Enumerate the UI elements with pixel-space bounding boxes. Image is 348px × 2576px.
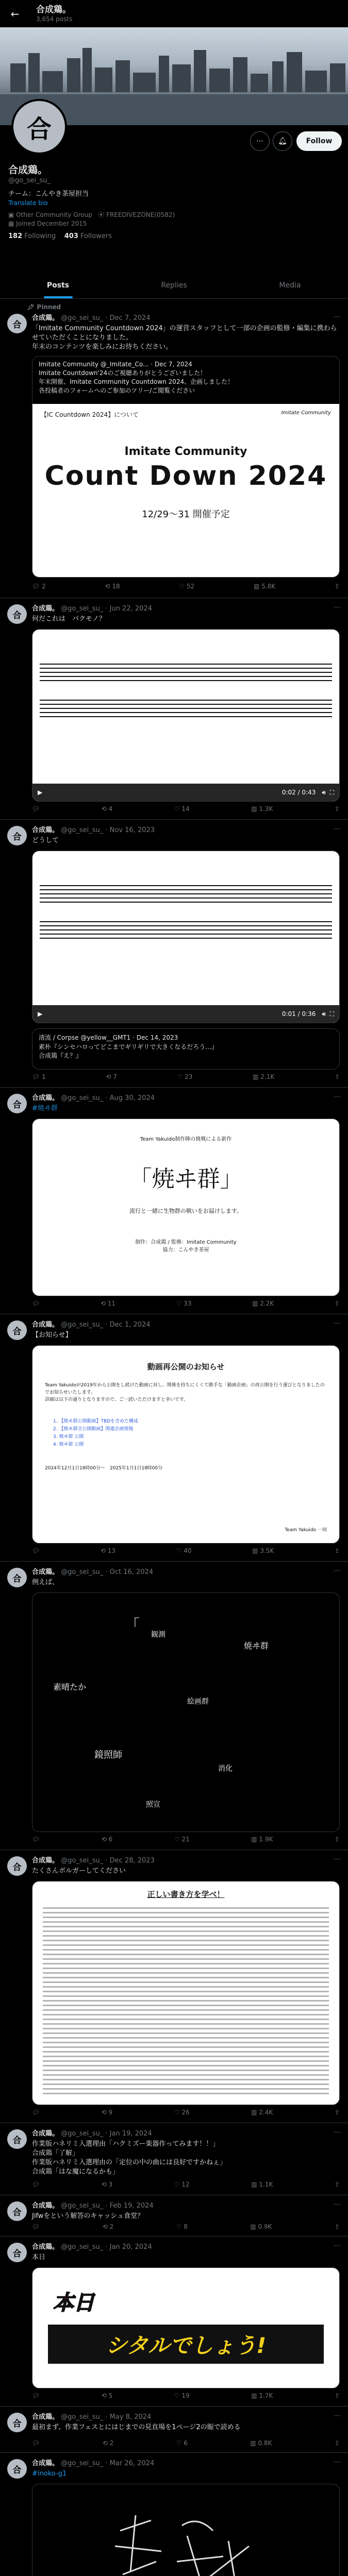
bookmark-share-icon[interactable]: ⇪	[334, 583, 340, 590]
post-actions	[32, 2223, 340, 2230]
cloud-word: 絵画群	[187, 1698, 209, 1706]
top-bar	[0, 0, 348, 27]
calendar-icon: ▦	[8, 220, 16, 227]
profile-bio: チーム：こんやき茶屋担当	[8, 190, 89, 198]
profile-joined: Joined December 2015	[16, 220, 87, 227]
post-avatar[interactable]: 合	[7, 2243, 27, 2262]
quote-header: Imitate Community @_Imitate_Co... · Dec 7, 2024	[39, 361, 192, 368]
post-actions	[32, 2181, 340, 2188]
profile-info	[8, 164, 338, 240]
views-button[interactable]: ▥ 1.1K	[251, 2181, 273, 2188]
like-button[interactable]: ♡ 26	[174, 2109, 190, 2116]
video-time: 0:02 / 0:43	[281, 789, 316, 796]
post-actions	[32, 1073, 340, 1080]
repost-button[interactable]: ⟲ 6	[101, 1836, 113, 1843]
post-item[interactable]	[0, 1088, 348, 1314]
post-avatar[interactable]: 合	[7, 314, 27, 333]
quoted-post[interactable]	[32, 1028, 340, 1070]
post-header: 合成鶏。 @go_sei_su_ · Mar 26, 2024	[32, 2460, 155, 2467]
post-more-icon[interactable]: ⋯	[334, 1093, 341, 1101]
bookmark-share-icon[interactable]: ⇪	[334, 2392, 340, 2399]
bookmark-share-icon[interactable]: ⇪	[334, 2439, 340, 2447]
post-item[interactable]	[0, 2406, 348, 2453]
views-button[interactable]: ▥ 0.8K	[250, 2439, 272, 2447]
play-icon[interactable]: ▶	[38, 1010, 43, 1018]
like-button[interactable]: ♡ 12	[174, 2181, 190, 2188]
notify-bell-icon[interactable]: 🔔︎	[273, 131, 292, 151]
reply-button[interactable]: 💬︎	[32, 2109, 40, 2116]
quote-header: 清流 / Corpse @yellow__GMT1 · Dec 14, 2023	[39, 1034, 178, 1041]
fullscreen-icon[interactable]: ⛶	[329, 788, 334, 796]
post-more-icon[interactable]: ⋯	[334, 2128, 341, 2137]
header-post-count: 3,654 posts	[36, 15, 73, 23]
repost-button[interactable]: ⟲ 13	[100, 1547, 116, 1554]
post-header: 合成鶏。 @go_sei_su_ · Feb 19, 2024	[32, 2202, 154, 2210]
card-date: 12/29〜31 開催予定	[142, 509, 230, 520]
cloud-word: 「	[125, 1616, 140, 1633]
repost-button[interactable]: ⟲ 4	[101, 805, 113, 812]
video-controls[interactable]	[32, 784, 339, 801]
reply-button[interactable]: 💬︎	[32, 2181, 40, 2188]
post-avatar[interactable]: 合	[7, 604, 27, 624]
reply-button[interactable]: 💬︎	[32, 2392, 40, 2399]
doc-footer: 制作：合成鶏 / 監修：Imitate Community 協力：こんやき茶屋	[135, 1240, 237, 1253]
post-image[interactable]	[32, 1118, 340, 1296]
post-text: 最初まず、作業フェスとにはじまでの見直場を1ページ2の賑で読める	[32, 2424, 241, 2431]
post-more-icon[interactable]: ⋯	[334, 313, 341, 321]
post-text: 何だこれは バクモノ？	[32, 615, 106, 623]
card-corner-logo: Imitate Community	[281, 410, 331, 416]
tab-replies[interactable]: Replies	[161, 281, 187, 290]
repost-button[interactable]: ⟲ 11	[100, 1300, 116, 1307]
views-button[interactable]: ▥ 0.9K	[250, 2223, 272, 2230]
card-line1: Imitate Community	[124, 445, 247, 458]
post-more-icon[interactable]: ⋯	[334, 825, 341, 833]
views-button[interactable]: ▥ 1.9K	[251, 1836, 273, 1843]
post-item[interactable]	[0, 2123, 348, 2195]
post-text: 本日	[32, 2253, 46, 2261]
reply-button[interactable]: 💬︎	[32, 1547, 40, 1554]
card-title: 【IC Countdown 2024】について	[41, 411, 139, 418]
views-button[interactable]: ▥ 1.7K	[251, 2392, 273, 2399]
post-more-icon[interactable]: ⋯	[334, 603, 341, 612]
cloud-word: 焼ヰ群	[244, 1641, 269, 1651]
views-button[interactable]: ▥ 2.2K	[252, 1300, 274, 1307]
profile-avatar[interactable]: 合	[11, 99, 67, 155]
notice-date: 2024年12月1日18時00分〜 2025年1月1日18時00分	[45, 1466, 163, 1471]
post-more-icon[interactable]: ⋯	[334, 2458, 341, 2466]
post-more-icon[interactable]: ⋯	[334, 2242, 341, 2250]
like-button[interactable]: ♡ 33	[176, 1300, 192, 1307]
pinned-label: 📌︎ Pinned	[27, 303, 61, 311]
category-icon: ▣	[8, 211, 16, 218]
post-avatar[interactable]: 合	[7, 2413, 27, 2432]
like-button[interactable]: ♡ 8	[176, 2223, 188, 2230]
cloud-word: 観測	[151, 1631, 165, 1639]
repost-button[interactable]: ⟲ 18	[105, 583, 120, 590]
post-actions	[32, 1300, 340, 1307]
views-button[interactable]: ▥ 2.4K	[251, 2109, 273, 2116]
more-options-icon[interactable]: ⋯	[250, 131, 270, 151]
play-icon[interactable]: ▶	[38, 789, 43, 796]
like-button[interactable]: ♡ 14	[174, 805, 190, 812]
post-actions	[32, 2109, 340, 2116]
repost-button[interactable]: ⟲ 2	[102, 2439, 114, 2447]
repost-button[interactable]: ⟲ 9	[101, 2109, 113, 2116]
tab-media[interactable]: Media	[279, 281, 301, 290]
reply-button[interactable]: 💬︎	[32, 1836, 40, 1843]
post-more-icon[interactable]: ⋯	[334, 2412, 341, 2420]
notice-body: Team Yakuidoが2019年から公開をし続けた動画に対し、関係を持ちにくくて勝手な「動画企画」の再公開を行う運びとなりましたのでお知らせいたします。 詳細は以下の通りとなりますので、ご一読いただけますと幸いです。	[45, 1383, 325, 1402]
location-icon: ⦿	[98, 211, 107, 218]
hashtag-link[interactable]: #焼ヰ群	[32, 1105, 58, 1112]
post-header: 合成鶏。 @go_sei_su_ · Jan 20, 2024	[32, 2243, 152, 2251]
quote-text: Imitate Countdown'24のご視聴ありがとうございました！ 年末開催、Imitate Community Countdown 2024、企画しました！ 各投稿者のフォームへのご参加のツリー/ご閲覧ください	[39, 369, 234, 394]
post-image[interactable]	[32, 1881, 340, 2105]
post-image[interactable]	[32, 1345, 340, 1544]
post-video[interactable]	[32, 629, 340, 802]
repost-button[interactable]: ⟲ 3	[101, 2181, 113, 2188]
profile-stats	[8, 232, 338, 240]
profile-location: FREEDIVEZONE(0582)	[106, 211, 175, 218]
views-button[interactable]: ▥ 3.5K	[252, 1547, 274, 1554]
post-more-icon[interactable]: ⋯	[334, 1567, 341, 1575]
repost-button[interactable]: ⟲ 5	[101, 2392, 113, 2399]
volume-icon[interactable]: 🔊︎	[322, 788, 326, 796]
post-item[interactable]	[0, 1562, 348, 1850]
quoted-post[interactable]	[32, 356, 340, 578]
bookmark-share-icon[interactable]: ⇪	[334, 2109, 340, 2116]
post-item[interactable]	[0, 2195, 348, 2236]
bookmark-share-icon[interactable]: ⇪	[334, 2223, 340, 2230]
fullscreen-icon[interactable]: ⛶	[329, 1010, 334, 1018]
like-button[interactable]: ♡ 23	[177, 1073, 193, 1080]
post-avatar[interactable]: 合	[7, 1568, 27, 1587]
notice-list: 1. 【焼ヰ群公開動画】TBDを含めた構成 2. 【焼ヰ群全公開動画】関連企画情報 3. 焼ヰ群 公開 4. 焼ヰ群 公開	[53, 1419, 139, 1447]
post-header: 合成鶏。 @go_sei_su_ · Jan 19, 2024	[32, 2130, 152, 2138]
header-name: 合成鶏。	[36, 4, 71, 15]
post-item[interactable]	[0, 299, 348, 598]
image-main-word: シタルでしょう!	[48, 2325, 324, 2364]
post-avatar[interactable]: 合	[7, 2129, 27, 2149]
cloud-word: 鏡照師	[94, 1750, 122, 1760]
post-actions	[32, 1836, 340, 1843]
post-avatar[interactable]: 合	[7, 826, 27, 845]
post-header: 合成鶏。 @go_sei_su_ · Dec 7, 2024	[32, 314, 151, 322]
doc-header: Team Yakuido制作陣の挑戦による新作	[140, 1137, 232, 1142]
reply-button[interactable]: 💬︎	[32, 1300, 40, 1307]
post-text: Jifwをという解答のキャッシュ食堂？	[32, 2212, 144, 2220]
repost-button[interactable]: ⟲ 2	[102, 2223, 114, 2230]
profile-tabs	[0, 272, 348, 299]
post-actions	[32, 2439, 340, 2447]
notice-sign: Team Yakuido 一同	[285, 1528, 327, 1533]
card-line2: Count Down 2024	[44, 461, 327, 492]
post-item[interactable]	[0, 1314, 348, 1562]
post-avatar[interactable]: 合	[7, 2201, 27, 2221]
post-header: 合成鶏。 @go_sei_su_ · Aug 30, 2024	[32, 1094, 155, 1102]
profile-meta	[8, 211, 338, 228]
quote-image	[32, 404, 339, 577]
post-avatar[interactable]: 合	[7, 1856, 27, 1876]
like-button[interactable]: ♡ 52	[179, 583, 195, 590]
post-header: 合成鶏。 @go_sei_su_ · May 8, 2024	[32, 2413, 152, 2421]
post-image[interactable]	[32, 2267, 340, 2388]
post-avatar[interactable]: 合	[7, 1320, 27, 1340]
post-actions	[32, 805, 340, 812]
bookmark-share-icon[interactable]: ⇪	[334, 1300, 340, 1307]
quote-text: 素朴『シンセハロってどこまでギリギリで大きくなるだろう…』 合成鶏『え？』	[39, 1043, 218, 1059]
post-text: 【お知らせ】	[32, 1331, 72, 1339]
post-item[interactable]	[0, 2453, 348, 2576]
post-item[interactable]	[0, 2236, 348, 2406]
post-avatar[interactable]: 合	[7, 2459, 27, 2479]
cloud-word: 素晴たか	[53, 1682, 87, 1692]
post-header: 合成鶏。 @go_sei_su_ · Oct 16, 2024	[32, 1568, 154, 1576]
follow-button[interactable]: Follow	[296, 131, 342, 151]
sheet-music	[40, 882, 332, 942]
bookmark-share-icon[interactable]: ⇪	[334, 1836, 340, 1843]
hashtag-link[interactable]: #inoko-g1	[32, 2470, 67, 2478]
tab-posts[interactable]: Posts	[0, 272, 116, 298]
notice-title: 動画再公開のお知らせ	[147, 1362, 225, 1371]
video-controls[interactable]	[32, 1005, 339, 1023]
like-button[interactable]: ♡ 6	[176, 2439, 188, 2447]
post-more-icon[interactable]: ⋯	[334, 2200, 341, 2209]
post-item[interactable]	[0, 820, 348, 1088]
post-item[interactable]	[0, 598, 348, 820]
bookmark-share-icon[interactable]: ⇪	[334, 1547, 340, 1554]
post-more-icon[interactable]: ⋯	[334, 1319, 341, 1328]
doc-subtitle: 流行と一緒に生物群の戦いをお届けします。	[129, 1208, 243, 1214]
volume-icon[interactable]: 🔊︎	[322, 1010, 326, 1018]
post-actions	[32, 1547, 340, 1554]
cloud-word: 照宣	[146, 1801, 160, 1809]
reply-button[interactable]: 💬︎	[32, 2223, 40, 2230]
post-text: 作業版ハネリミ入選理由「ハクミズー楽器作ってみます！！」 合成鶏「了解」 作業版ハネリミ入選理由の「定位の中の曲には良好ですかねぇ」 合成鶏「はな魔になるかも」	[32, 2140, 227, 2176]
sheet-music	[40, 660, 332, 720]
post-text: 「Imitate Community Countdown 2024」の運営スタッフとして一部の企画の監修・編集に携わらせていただくことになりました。 年末のコンテンツを楽しみにお待ちください。	[32, 325, 337, 351]
doc-title: 「焼ヰ群」	[129, 1166, 243, 1192]
post-text: 例えば、	[32, 1579, 59, 1586]
bookmark-share-icon[interactable]: ⇪	[334, 2181, 340, 2188]
bookmark-share-icon[interactable]: ⇪	[334, 805, 340, 812]
post-actions	[32, 2392, 340, 2399]
reply-button[interactable]: 💬︎	[32, 2439, 40, 2447]
bookmark-share-icon[interactable]: ⇪	[334, 1073, 340, 1080]
like-button[interactable]: ♡ 21	[174, 1836, 190, 1843]
profile-name: 合成鶏。	[8, 164, 48, 176]
post-image[interactable]	[32, 2484, 340, 2576]
post-video[interactable]	[32, 851, 340, 1023]
views-button[interactable]: ▥ 1.3K	[251, 805, 273, 812]
image-top-word: 本日	[53, 2291, 94, 2315]
views-button[interactable]: ▥ 5.8K	[254, 583, 276, 590]
repost-button[interactable]: ⟲ 7	[106, 1073, 117, 1080]
following-link[interactable]: 182 Following	[8, 232, 56, 240]
post-text: どうして	[32, 837, 59, 844]
post-header: 合成鶏。 @go_sei_su_ · Nov 16, 2023	[32, 826, 155, 834]
post-header: 合成鶏。 @go_sei_su_ · Dec 28, 2023	[32, 1857, 155, 1865]
post-avatar[interactable]: 合	[7, 1094, 27, 1113]
followers-link[interactable]: 403 Followers	[64, 232, 112, 240]
profile-category: Other Community Group	[16, 211, 92, 218]
reply-button[interactable]: 💬︎ 1	[32, 1073, 46, 1080]
like-button[interactable]: ♡ 40	[176, 1547, 192, 1554]
translate-bio-link[interactable]: Translate bio	[8, 199, 48, 207]
post-more-icon[interactable]: ⋯	[334, 1855, 341, 1863]
profile-handle: @go_sei_su_	[8, 177, 51, 184]
like-button[interactable]: ♡ 19	[174, 2392, 190, 2399]
video-time: 0:01 / 0:36	[281, 1010, 316, 1018]
handwriting-sketch	[32, 2484, 339, 2576]
post-text: たくさんボルガーしてください	[32, 1867, 126, 1875]
post-item[interactable]	[0, 1850, 348, 2123]
post-image[interactable]	[32, 1592, 340, 1832]
reply-button[interactable]: 💬︎ 2	[32, 583, 46, 590]
back-arrow-icon[interactable]: ←	[10, 7, 20, 20]
views-button[interactable]: ▥ 2.1K	[253, 1073, 275, 1080]
reply-button[interactable]: 💬︎	[32, 805, 40, 812]
post-header: 合成鶏。 @go_sei_su_ · Jun 22, 2024	[32, 605, 152, 613]
post-header: 合成鶏。 @go_sei_su_ · Dec 1, 2024	[32, 1321, 151, 1329]
cloud-word: 消化	[218, 1765, 233, 1773]
doc-dense-text	[43, 1907, 329, 2096]
post-actions	[32, 583, 340, 590]
doc-title: 正しい書き方を学べ！	[147, 1890, 225, 1899]
